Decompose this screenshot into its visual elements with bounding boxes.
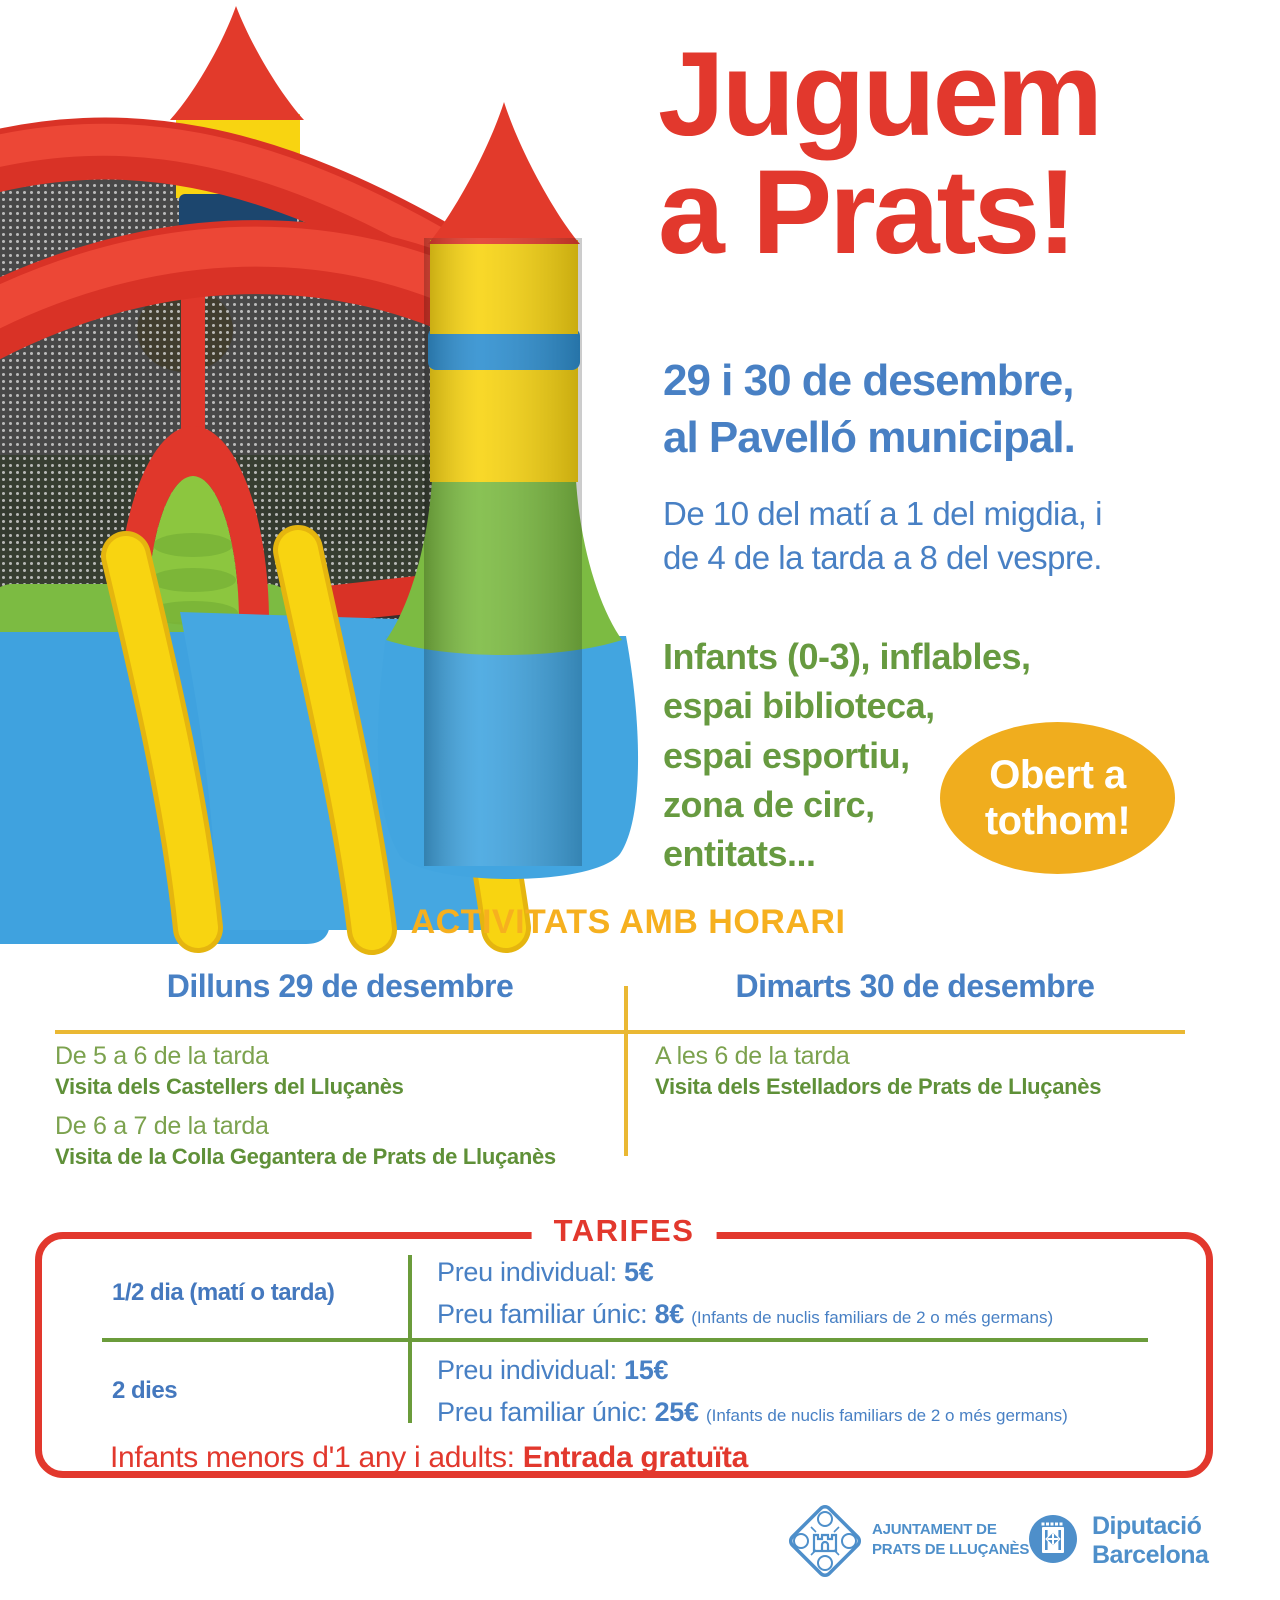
price-line: Preu individual: 5€: [437, 1257, 654, 1287]
day-header-monday: Dilluns 29 de desembre: [166, 968, 514, 1004]
tarifes-row-label: 2 dies: [112, 1377, 178, 1404]
poster-title: [658, 27, 1101, 279]
bouncy-castle-illustration: [0, 0, 640, 960]
price-value: 5€: [624, 1257, 654, 1287]
event-time-line2: de 4 de la tarda a 8 del vespre.: [663, 538, 1102, 576]
activity-time: De 6 a 7 de la tarda: [55, 1112, 269, 1140]
activities-heading: ACTIVITATS AMB HORARI: [410, 903, 846, 941]
ajuntament-logo-text: AJUNTAMENT DE PRATS DE LLUÇANÈS: [872, 1521, 1030, 1559]
event-dates: [663, 352, 1075, 466]
free-entry-value: Entrada gratuïta: [522, 1441, 748, 1474]
event-date-line1: 29 i 30 de desembre,: [663, 356, 1074, 405]
tarifes-row-label: 1/2 dia (matí o tarda): [112, 1279, 335, 1306]
feature-item: espai biblioteca,: [663, 685, 935, 727]
price-note: (Infants de nuclis familiars de 2 o més germans): [705, 1406, 1068, 1425]
free-entry-label: Infants menors d'1 any i adults:: [110, 1441, 515, 1474]
price-line: Preu familiar únic: 8€ (Infants de nuclis familiars de 2 o més germans): [437, 1299, 1054, 1329]
activity-name: Visita de la Colla Gegantera de Prats de Lluçanès: [55, 1144, 556, 1169]
activity-name: Visita dels Estelladors de Prats de Lluçanès: [655, 1074, 1102, 1099]
badge-line2: tothom!: [984, 799, 1131, 843]
day-header-tuesday: Dimarts 30 de desembre: [735, 968, 1095, 1004]
feature-item: Infants (0-3), inflables,: [663, 636, 1031, 677]
activity-time: A les 6 de la tarda: [655, 1042, 850, 1070]
free-entry-line: [110, 1441, 748, 1475]
activity-time: De 5 a 6 de la tarda: [55, 1042, 269, 1070]
price-value: 8€: [654, 1299, 685, 1329]
price-value: 25€: [654, 1397, 699, 1427]
badge-line1: Obert a: [989, 753, 1126, 797]
diputacio-logo-icon: [1028, 1514, 1078, 1564]
feature-item: entitats...: [663, 833, 816, 875]
price-line: Preu familiar únic: 25€ (Infants de nuclis familiars de 2 o més germans): [437, 1397, 1068, 1427]
tarifes-horizontal-divider: [102, 1338, 1148, 1342]
feature-item: espai esportiu,: [663, 734, 910, 776]
open-to-everyone-badge: [940, 722, 1175, 874]
poster-title-line2: a Prats!: [658, 144, 1075, 279]
ajuntament-logo-icon: [781, 1497, 869, 1585]
poster-title-line1: Juguem: [658, 27, 1101, 161]
event-date-line2: al Pavelló municipal.: [663, 413, 1075, 463]
diputacio-logo-text: Diputació Barcelona: [1092, 1512, 1209, 1569]
tarifes-heading: TARIFES: [532, 1213, 717, 1249]
activities-vertical-divider: [624, 986, 628, 1156]
event-time-line1: De 10 del matí a 1 del migdia, i: [663, 495, 1102, 532]
activities-horizontal-divider: [55, 1030, 1185, 1034]
feature-item: zona de circ,: [663, 783, 875, 825]
tarifes-table: [35, 1213, 1213, 1478]
event-times: [663, 492, 1102, 579]
price-line: Preu individual: 15€: [437, 1355, 669, 1385]
price-value: 15€: [624, 1355, 669, 1385]
price-note: (Infants de nuclis familiars de 2 o més germans): [691, 1308, 1054, 1327]
activity-name: Visita dels Castellers del Lluçanès: [55, 1074, 404, 1099]
